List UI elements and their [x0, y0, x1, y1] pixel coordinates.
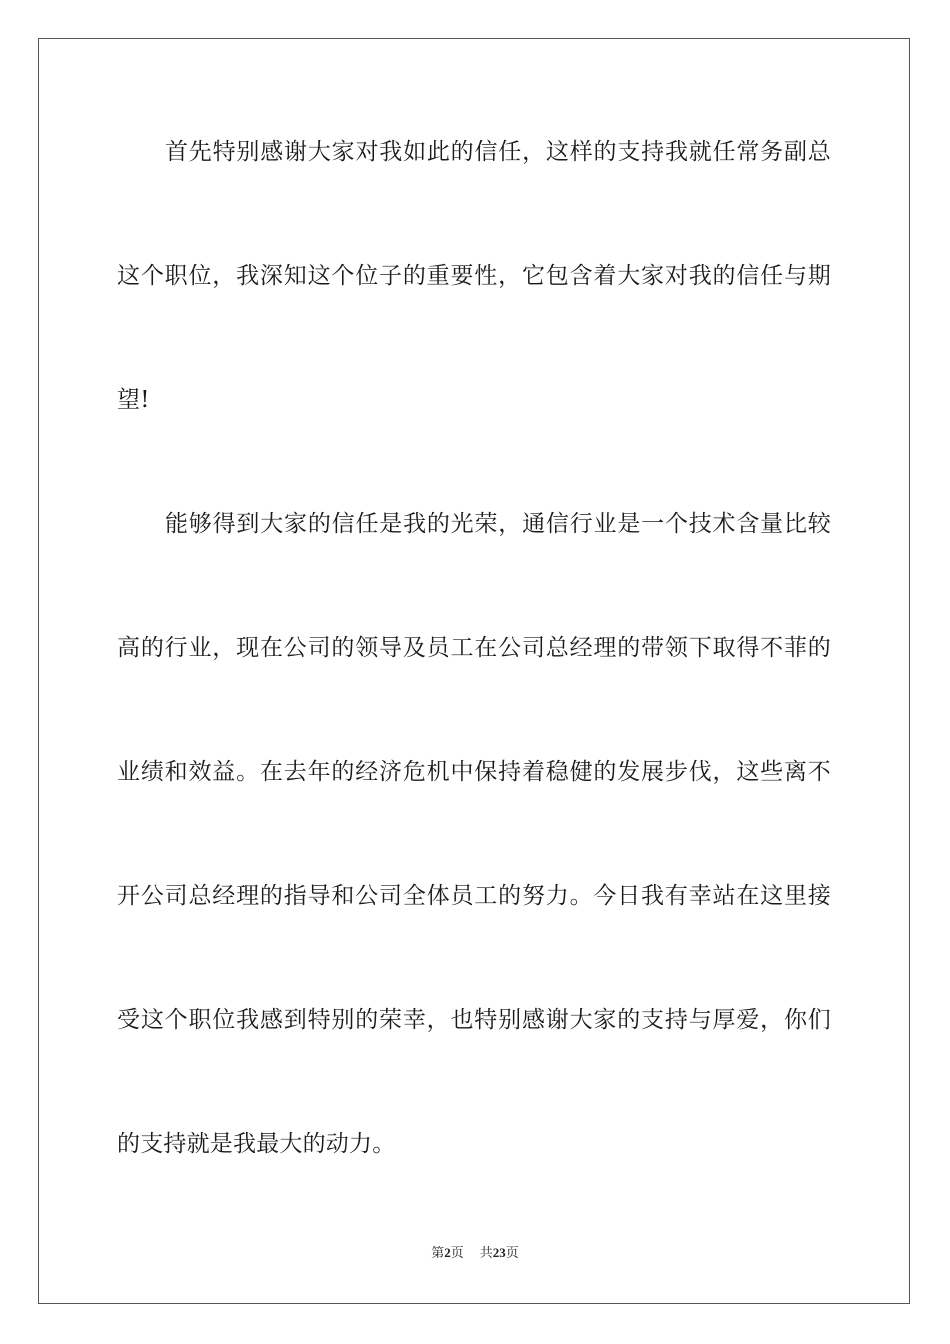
total-label-prefix: 共: [479, 1246, 493, 1261]
paragraph-1-line-1: 首先特别感谢大家对我如此的信任，这样的支持我就任常务副总: [165, 139, 831, 165]
page-border: [38, 38, 910, 1304]
page-footer: [0, 1244, 950, 1263]
page-label-suffix: 页: [450, 1246, 464, 1261]
paragraph-2-line-3: 业绩和效益。在去年的经济危机中保持着稳健的发展步伐，这些离不: [117, 759, 831, 785]
paragraph-2-line-1: 能够得到大家的信任是我的光荣，通信行业是一个技术含量比较: [165, 511, 831, 537]
paragraph-2-line-4: 开公司总经理的指导和公司全体员工的努力。今日我有幸站在这里接: [117, 883, 831, 909]
paragraph-2-line-2: 高的行业，现在公司的领导及员工在公司总经理的带领下取得不菲的: [117, 635, 831, 661]
paragraph-1-line-3: 望!: [117, 387, 150, 413]
paragraph-2-line-5: 受这个职位我感到特别的荣幸，也特别感谢大家的支持与厚爱，你们: [117, 1007, 831, 1033]
page-label-prefix: 第: [431, 1246, 445, 1261]
page-number: 2: [444, 1245, 451, 1260]
paragraph-2-line-6: 的支持就是我最大的动力。: [117, 1131, 396, 1157]
paragraph-1-line-2: 这个职位，我深知这个位子的重要性，它包含着大家对我的信任与期: [117, 263, 831, 289]
total-label-suffix: 页: [505, 1246, 519, 1261]
total-pages: 23: [492, 1245, 506, 1260]
